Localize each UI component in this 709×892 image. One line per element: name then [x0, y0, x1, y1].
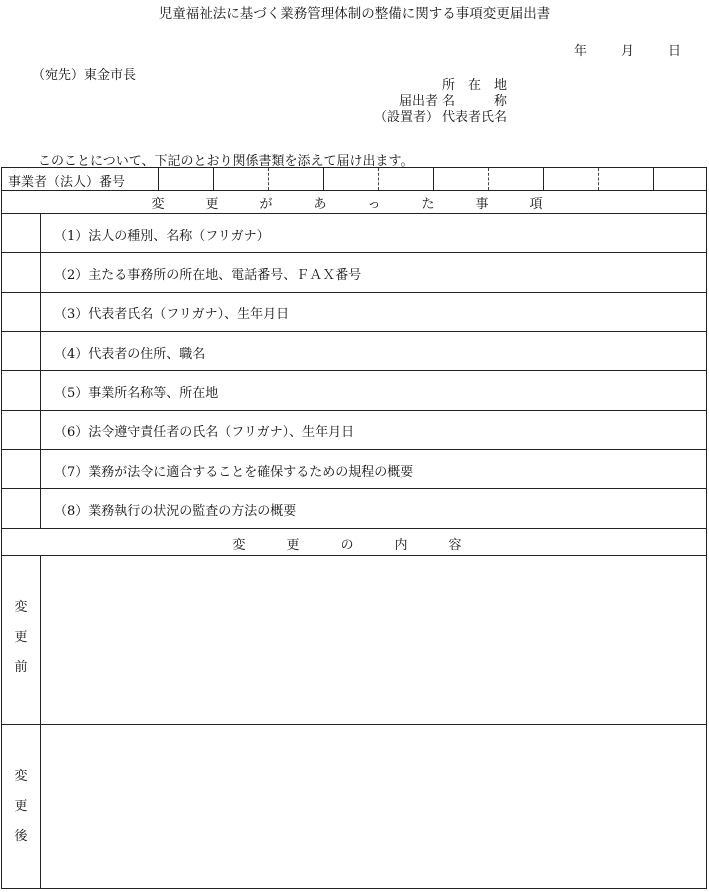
- change-content-header: 変 更 の 内 容: [232, 538, 476, 553]
- item-2: （2）主たる事務所の所在地、電話番号、ＦＡＸ番号: [54, 268, 362, 283]
- form-title: 児童福祉法に基づく業務管理体制の整備に関する事項変更届出書: [158, 6, 551, 22]
- date-month: 月: [621, 44, 635, 59]
- changed-items-header: 変 更 が あ っ た 事 項: [151, 197, 557, 212]
- submitter-label: 届出者: [398, 94, 438, 109]
- item-6: （6）法令遵守責任者の氏名（フリガナ）、生年月日: [54, 425, 355, 440]
- item-1: （1）法人の種別、名称（フリガナ）: [54, 229, 270, 244]
- address-label: 所 在 地: [442, 78, 508, 93]
- item-checkbox-4[interactable]: [2, 331, 40, 370]
- after-label: 変 更 後: [14, 769, 28, 844]
- item-checkbox-7[interactable]: [2, 449, 40, 488]
- item-checkbox-3[interactable]: [2, 292, 40, 331]
- establisher-label: （設置者）: [374, 110, 440, 125]
- change-form-table: [1, 167, 707, 889]
- applicant-block: [374, 78, 508, 126]
- before-content-field[interactable]: [41, 556, 706, 723]
- date-year: 年: [574, 44, 588, 59]
- after-content-field[interactable]: [41, 725, 706, 887]
- item-3: （3）代表者氏名（フリガナ）、生年月日: [54, 307, 290, 322]
- item-checkbox-6[interactable]: [2, 410, 40, 449]
- item-4: （4）代表者の住所、職名: [54, 347, 206, 362]
- intro-text: このことについて、下記のとおり関係書類を添えて届け出ます。: [38, 154, 414, 169]
- item-5: （5）事業所名称等、所在地: [54, 386, 219, 401]
- business-number-input[interactable]: [159, 168, 706, 190]
- item-7: （7）業務が法令に適合することを確保するための規程の概要: [54, 465, 414, 480]
- date-day: 日: [668, 44, 682, 59]
- item-checkbox-5[interactable]: [2, 370, 40, 410]
- representative-label: 代表者氏名: [442, 110, 508, 125]
- item-8: （8）業務執行の状況の監査の方法の概要: [54, 504, 297, 519]
- addressee: （宛先）東金市長: [32, 68, 137, 83]
- date-line: [574, 40, 681, 59]
- item-checkbox-1[interactable]: [2, 213, 40, 252]
- name-label: 名 称: [442, 94, 508, 109]
- item-checkbox-2[interactable]: [2, 252, 40, 292]
- business-number-label: 事業者（法人）番号: [8, 175, 126, 190]
- item-checkbox-8[interactable]: [2, 488, 40, 528]
- before-label: 変 更 前: [14, 600, 28, 675]
